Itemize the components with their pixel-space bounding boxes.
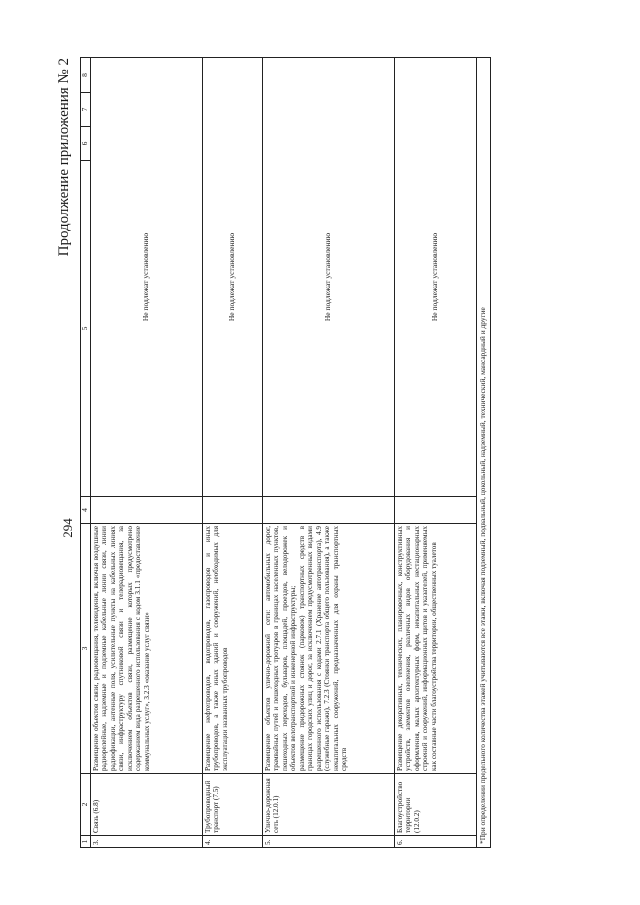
use-type-name: Благоустройство территории (12.0.2)	[395, 774, 477, 836]
table-row	[263, 58, 395, 848]
use-type-name: Связь (6.8)	[91, 774, 203, 836]
row-number: 3.	[91, 836, 203, 848]
rotated-content	[56, 58, 487, 848]
status-cell: Не подлежат установлению	[91, 58, 203, 497]
page-number: 294	[60, 518, 75, 538]
use-type-description: Размещение объектов улично-дорожной сети: автомобильных дорог, трамвайных путей и пешеходных тротуаров в границах населенных пунктов, пешеходных переходов, бульваров, площадей, проездов, велодорожек и объектов велотранспортной и инженерной инфраструктуры; размещение придорожных стоянок (парковок) транспортных средств в границах городских улиц и дорог, за исключением предусмотренных видами разрешенного использования с кодами 2.7.1 (Хранение автотранспорта), 4.9 (служебные гаражи), 7.2.3 (Стоянки транспорта общего пользования), а также некапитальных сооружений, предназначенных для охраны транспортных средств	[263, 524, 395, 774]
empty-cell	[203, 497, 263, 524]
table-row	[91, 58, 203, 848]
use-type-name: Трубопроводный транспорт (7.5)	[203, 774, 263, 836]
use-type-description: Размещение объектов связи, радиовещания, телевидения, включая воздушные радиорелейные, надземные и подземные кабельные линии связи, линии радиофикации, антенные поля, усилительные пункты на кабельных линиях связи, инфраструктуру спутниковой связи и телерадиовещания, за исключением объектов связи, размещение которых предусмотрено содержанием вида разрешенного использования с кодом 3.1.1 «предоставление коммунальных услуг», 3.2.3 «оказание услуг связи»	[91, 524, 203, 774]
status-cell: Не подлежат установлению	[395, 58, 477, 497]
regulations-table	[80, 57, 491, 848]
use-type-description: Размещение декоративных, технических, планировочных, конструктивных устройств, элементов озеленения, различных видов оборудования и оформления, малых архитектурных форм, некапитальных нестационарных строений и сооружений, информационных щитов и указателей, применяемых как составные части благоустройства территории, общественных туалетов	[395, 524, 477, 774]
footnote: *При определении предельного количества этажей учитываются все этажи, включая подземный, подвальный, цокольный, надземный, технический, мансардный и другие	[477, 58, 491, 848]
footnote-row	[477, 58, 491, 848]
column-number: 1	[81, 836, 91, 848]
column-number: 5	[81, 161, 91, 497]
column-number: 8	[81, 58, 91, 93]
column-number: 2	[81, 774, 91, 836]
row-number: 6.	[395, 836, 477, 848]
use-type-name: Улично-дорожная сеть (12.0.1)	[263, 774, 395, 836]
column-number-row	[81, 58, 91, 848]
table-row	[395, 58, 477, 848]
empty-cell	[395, 497, 477, 524]
empty-cell	[263, 497, 395, 524]
row-number: 4.	[203, 836, 263, 848]
empty-cell	[91, 497, 203, 524]
table-row	[203, 58, 263, 848]
column-number: 7	[81, 93, 91, 127]
column-number: 6	[81, 127, 91, 161]
column-number: 3	[81, 524, 91, 774]
status-cell: Не подлежат установлению	[263, 58, 395, 497]
continuation-title: Продолжение приложения № 2	[56, 58, 72, 257]
status-cell: Не подлежат установлению	[203, 58, 263, 497]
use-type-description: Размещение нефтепроводов, водопроводов, газопроводов и иных трубопроводов, а также иных зданий и сооружений, необходимых для эксплуатации названных трубопроводов	[203, 524, 263, 774]
row-number: 5.	[263, 836, 395, 848]
column-number: 4	[81, 497, 91, 524]
